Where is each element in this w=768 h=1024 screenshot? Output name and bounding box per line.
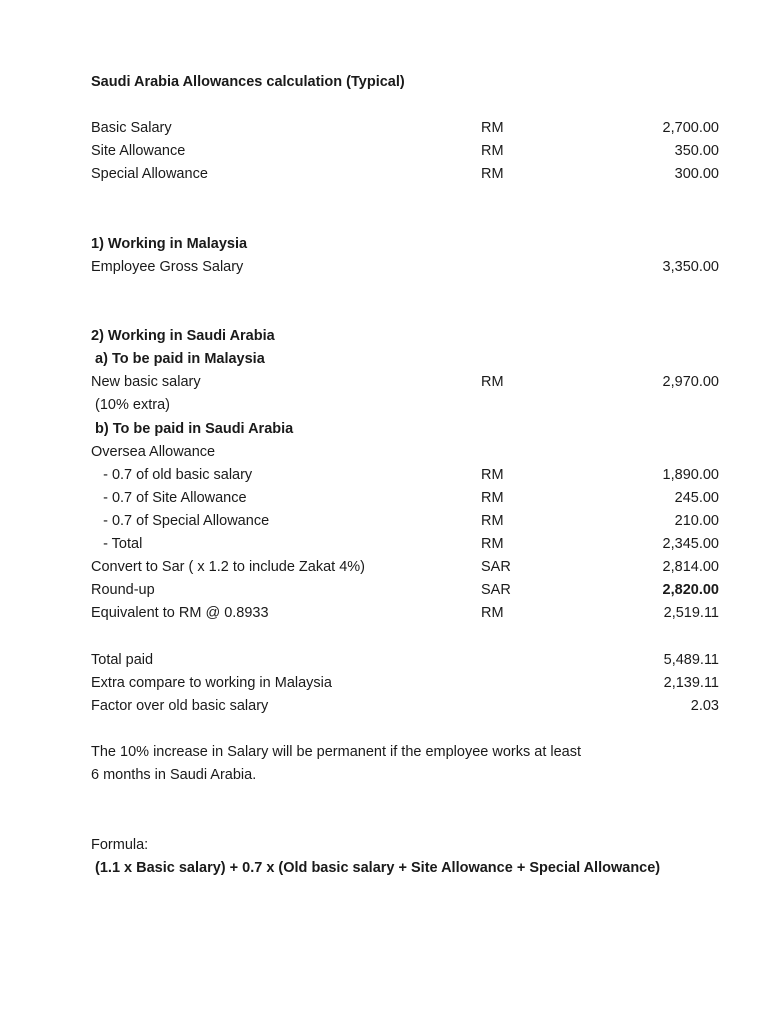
formula-label-row: [0, 834, 768, 857]
base-row: [0, 117, 768, 140]
title-row: [0, 71, 768, 94]
convert-value: 2,814.00: [662, 559, 719, 575]
new-basic-row: [0, 371, 768, 394]
convert-row: [0, 556, 768, 579]
convert-unit: SAR: [481, 559, 511, 575]
oversea-item-value: 1,890.00: [662, 467, 719, 483]
new-basic-value: 2,970.00: [662, 374, 719, 390]
oversea-total-value: 2,345.00: [662, 536, 719, 552]
gross-salary-row: [0, 256, 768, 279]
gross-salary-label: Employee Gross Salary: [91, 259, 244, 275]
note-line-1: The 10% increase in Salary will be permanent if the employee works at least: [91, 744, 582, 760]
oversea-item-value: 245.00: [674, 490, 719, 506]
summary-value: 2,139.11: [663, 675, 719, 691]
oversea-allowance-label: Oversea Allowance: [91, 444, 216, 460]
roundup-label: Round-up: [91, 582, 155, 598]
oversea-item-label: - 0.7 of Special Allowance: [91, 513, 270, 529]
oversea-item-row: [0, 464, 768, 487]
note-row: [0, 764, 768, 787]
base-unit: RM: [481, 143, 504, 159]
note-row: [0, 741, 768, 764]
new-basic-unit: RM: [481, 374, 504, 390]
base-unit: RM: [481, 120, 504, 136]
oversea-item-unit: RM: [481, 490, 504, 506]
roundup-row: [0, 579, 768, 602]
gross-salary-value: 3,350.00: [662, 259, 719, 275]
formula-label: Formula:: [91, 837, 149, 853]
summary-label: Total paid: [91, 652, 154, 668]
extra-note-row: [0, 394, 768, 417]
oversea-item-label: - 0.7 of old basic salary: [91, 467, 253, 483]
base-row: [0, 163, 768, 186]
base-label: Site Allowance: [91, 143, 186, 159]
summary-row: [0, 672, 768, 695]
summary-row: [0, 649, 768, 672]
sub-heading-b: b) To be paid in Saudi Arabia: [91, 421, 294, 437]
note-line-2: 6 months in Saudi Arabia.: [91, 767, 257, 783]
base-label: Basic Salary: [91, 120, 172, 136]
summary-label: Factor over old basic salary: [91, 698, 269, 714]
base-label: Special Allowance: [91, 166, 208, 182]
new-basic-label: New basic salary: [91, 374, 201, 390]
sub-heading-a: a) To be paid in Malaysia: [91, 351, 265, 367]
oversea-total-label: - Total: [91, 536, 143, 552]
oversea-allowance-row: [0, 441, 768, 464]
document-title: Saudi Arabia Allowances calculation (Typical): [91, 74, 405, 90]
roundup-unit: SAR: [481, 582, 511, 598]
base-row: [0, 140, 768, 163]
equivalent-label: Equivalent to RM @ 0.8933: [91, 605, 269, 621]
summary-label: Extra compare to working in Malaysia: [91, 675, 332, 691]
oversea-total-row: [0, 533, 768, 556]
base-value: 350.00: [674, 143, 719, 159]
oversea-item-value: 210.00: [674, 513, 719, 529]
section-heading-row: [0, 233, 768, 256]
summary-row: [0, 695, 768, 718]
malaysia-heading: 1) Working in Malaysia: [91, 236, 248, 252]
roundup-value: 2,820.00: [662, 582, 719, 598]
convert-label: Convert to Sar ( x 1.2 to include Zakat 4%): [91, 559, 366, 575]
formula-expression: (1.1 x Basic salary) + 0.7 x (Old basic salary + Site Allowance + Special Allowance): [91, 860, 661, 876]
subsection-heading-row: [0, 418, 768, 441]
extra-note: (10% extra): [91, 397, 170, 413]
equivalent-unit: RM: [481, 605, 504, 621]
base-unit: RM: [481, 166, 504, 182]
equivalent-value: 2,519.11: [663, 605, 719, 621]
section-heading-row: [0, 325, 768, 348]
oversea-item-label: - 0.7 of Site Allowance: [91, 490, 247, 506]
oversea-item-unit: RM: [481, 513, 504, 529]
oversea-item-row: [0, 487, 768, 510]
equivalent-row: [0, 602, 768, 625]
oversea-total-unit: RM: [481, 536, 504, 552]
oversea-item-unit: RM: [481, 467, 504, 483]
subsection-heading-row: [0, 348, 768, 371]
base-value: 2,700.00: [662, 120, 719, 136]
formula-expression-row: [0, 857, 768, 880]
oversea-item-row: [0, 510, 768, 533]
base-value: 300.00: [674, 166, 719, 182]
summary-value: 2.03: [690, 698, 719, 714]
saudi-heading: 2) Working in Saudi Arabia: [91, 328, 275, 344]
summary-value: 5,489.11: [663, 652, 719, 668]
